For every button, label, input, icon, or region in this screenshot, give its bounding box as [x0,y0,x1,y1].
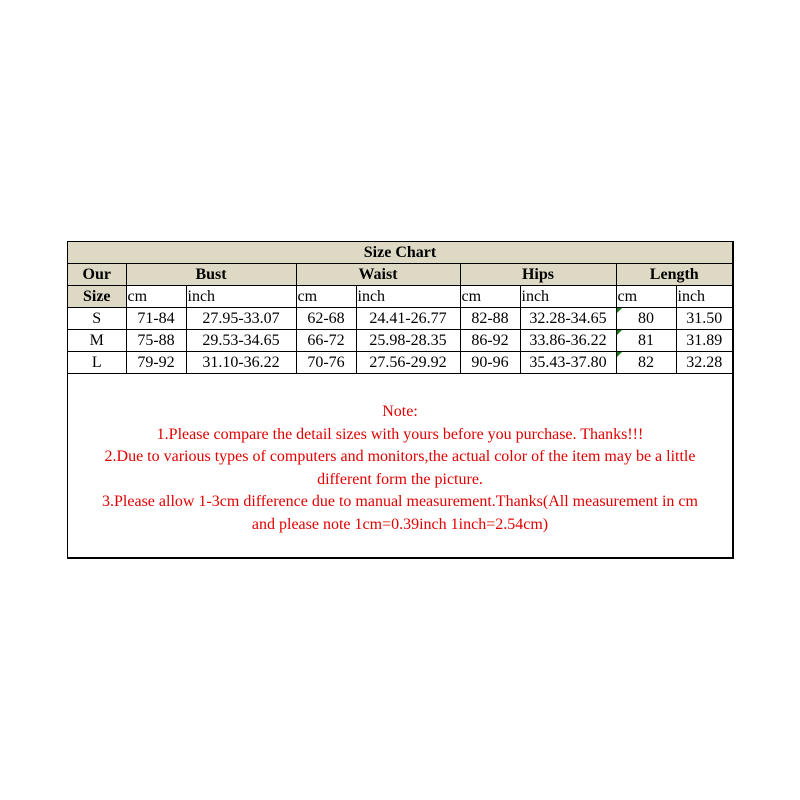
size-label: Size [68,286,126,308]
length-cm-cell: 82 [616,352,676,374]
hips-cm-cell: 90-96 [460,352,520,374]
bust-inch-cell: 31.10-36.22 [186,352,296,374]
hips-inch-cell: 33.86-36.22 [520,330,616,352]
length-cm-cell: 81 [616,330,676,352]
waist-inch-cell: 24.41-26.77 [356,308,460,330]
size-cell: S [68,308,126,330]
table-row [68,330,732,352]
note-line: and please note 1cm=0.39inch 1inch=2.54cm) [251,515,549,533]
notes-block [68,401,732,536]
hips-inch-cell: 35.43-37.80 [520,352,616,374]
note-line: 1.Please compare the detail sizes with yours before you purchase. Thanks!!! [156,425,644,443]
waist-inch-cell: 25.98-28.35 [356,330,460,352]
note-line: 3.Please allow 1-3cm difference due to manual measurement.Thanks(All measurement in cm [102,493,698,510]
bust-cm-unit: cm [126,286,186,308]
size-cell: M [68,330,126,352]
waist-cm-unit: cm [296,286,356,308]
length-inch-cell: 32.28 [676,352,732,374]
note-heading: Note: [382,403,418,420]
waist-cm-cell: 62-68 [296,308,356,330]
waist-inch-cell: 27.56-29.92 [356,352,460,374]
bust-cm-cell: 75-88 [126,330,186,352]
bust-inch-unit: inch [186,286,296,308]
length-inch-cell: 31.50 [676,308,732,330]
length-header: Length [616,264,732,286]
bust-cm-cell: 79-92 [126,352,186,374]
our-label: Our [68,264,126,286]
unit-row [68,286,732,308]
bust-header: Bust [126,264,296,286]
waist-cm-cell: 70-76 [296,352,356,374]
bust-inch-cell: 29.53-34.65 [186,330,296,352]
table-row [68,308,732,330]
length-cm-unit: cm [616,286,676,308]
waist-cm-cell: 66-72 [296,330,356,352]
note-line: 2.Due to various types of computers and monitors,the actual color of the item may be a little [104,448,696,465]
hips-cm-unit: cm [460,286,520,308]
size-cell: L [68,352,126,374]
length-inch-cell: 31.89 [676,330,732,352]
hips-inch-cell: 32.28-34.65 [520,308,616,330]
title-row [68,242,732,264]
length-cm-cell: 80 [616,308,676,330]
waist-inch-unit: inch [356,286,460,308]
note-line: different form the picture. [317,470,483,488]
waist-header: Waist [296,264,460,286]
header-row [68,264,732,286]
length-inch-unit: inch [676,286,732,308]
hips-cm-cell: 86-92 [460,330,520,352]
table-row [68,352,732,374]
size-chart [67,241,734,559]
size-table [68,242,732,374]
hips-inch-unit: inch [520,286,616,308]
bust-cm-cell: 71-84 [126,308,186,330]
hips-header: Hips [460,264,616,286]
chart-title: Size Chart [68,242,732,264]
hips-cm-cell: 82-88 [460,308,520,330]
bust-inch-cell: 27.95-33.07 [186,308,296,330]
